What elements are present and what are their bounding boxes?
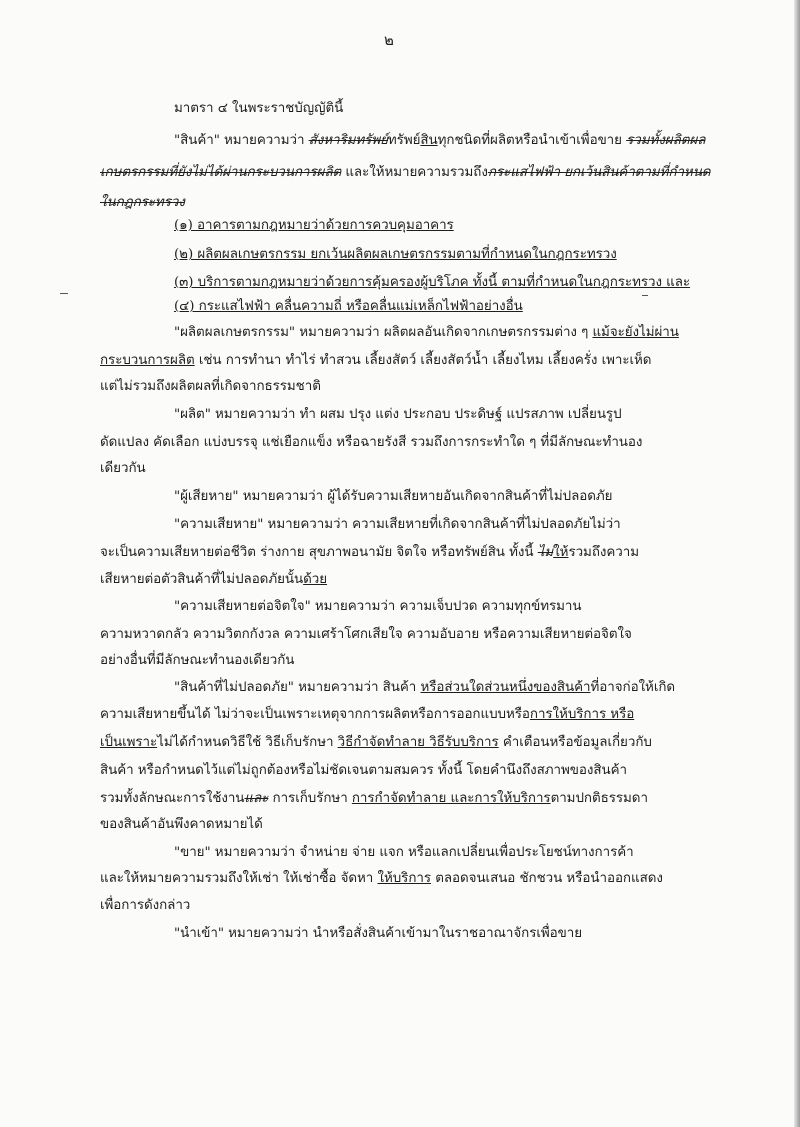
text-segment: และให้หมายความรวมถึง bbox=[341, 165, 488, 180]
text-line bbox=[100, 193, 185, 213]
text-segment: "ขาย" หมายความว่า จำหน่าย จ่าย แจก หรือแลกเปลี่ยนเพื่อประโยชน์ทางการค้า bbox=[174, 845, 634, 860]
text-line bbox=[100, 705, 634, 725]
text-segment: สินค้า หรือกำหนดไว้แต่ไม่ถูกต้องหรือไม่ชัดเจนตามสมควร ทั้งนี้ โดยคำนึงถึงสภาพของสินค้า bbox=[100, 763, 627, 778]
text-line bbox=[174, 597, 581, 617]
text-line bbox=[174, 131, 705, 151]
text-segment: ตลอดจนเสนอ ชักชวน หรือนำออกแสดง bbox=[431, 871, 663, 886]
inserted-text: (๑) อาคารตามกฎหมายว่าด้วยการควบคุมอาคาร bbox=[174, 218, 454, 233]
text-segment: เพื่อการดังกล่าว bbox=[100, 898, 191, 913]
text-line bbox=[100, 869, 663, 889]
scan-edge-shadow bbox=[794, 0, 800, 1127]
text-segment: ความเสียหายขึ้นได้ ไม่ว่าจะเป็นเพราะเหตุจากการผลิตหรือการออกแบบหรือ bbox=[100, 707, 530, 722]
inserted-text: (๔) กระแสไฟฟ้า คลื่นความถี่ หรือคลื่นแม่เหล็กไฟฟ้าอย่างอื่น bbox=[174, 299, 523, 314]
text-line bbox=[100, 543, 639, 563]
text-segment: รวมถึงความ bbox=[568, 545, 639, 560]
text-segment: แต่ไม่รวมถึงผลิตผลที่เกิดจากธรรมชาติ bbox=[100, 379, 321, 394]
text-segment: การเก็บรักษา bbox=[268, 791, 352, 806]
page-number: ๒ bbox=[384, 31, 394, 49]
text-line bbox=[174, 216, 454, 236]
text-segment: ของสินค้าอันพึงคาดหมายได้ bbox=[100, 817, 263, 832]
text-line bbox=[100, 351, 651, 371]
text-line bbox=[100, 789, 648, 809]
text-line bbox=[100, 433, 642, 453]
inserted-text: ด้วย bbox=[303, 572, 328, 587]
text-segment: เดียวกัน bbox=[100, 461, 146, 476]
scan-speck bbox=[60, 293, 68, 294]
struck-text: สังหาริมทรัพย์ bbox=[308, 133, 388, 148]
text-segment: ที่อาจก่อให้เกิด bbox=[590, 680, 676, 695]
text-segment: และให้หมายความรวมถึงให้เช่า ให้เช่าซื้อ จัดหา bbox=[100, 871, 378, 886]
text-line bbox=[174, 515, 621, 535]
text-segment: ดัดแปลง คัดเลือก แบ่งบรรจุ แช่เยือกแข็ง หรือฉายรังสี รวมถึงการกระทำใด ๆ ที่มีลักษณะทำนอง bbox=[100, 435, 643, 450]
text-line bbox=[174, 924, 582, 944]
scan-speck bbox=[642, 295, 648, 296]
text-line bbox=[174, 678, 675, 698]
text-segment: ตามปกติธรรมดา bbox=[550, 791, 648, 806]
text-line bbox=[174, 245, 617, 265]
text-line bbox=[100, 459, 146, 479]
text-segment: ความหวาดกลัว ความวิตกกังวล ความเศร้าโศกเสียใจ ความอับอาย หรือความเสียหายต่อจิตใจ bbox=[100, 627, 632, 642]
inserted-text: (๓) บริการตามกฎหมายว่าด้วยการคุ้มครองผู้บริโภค ทั้งนี้ ตามที่กำหนดในกฎกระทรวง และ bbox=[174, 275, 691, 290]
struck-text: กระแสไฟฟ้า ยกเว้นสินค้าตามที่กำหนด bbox=[487, 165, 711, 180]
text-line bbox=[174, 273, 690, 293]
text-segment: "ผู้เสียหาย" หมายความว่า ผู้ได้รับความเสียหายอันเกิดจากสินค้าที่ไม่ปลอดภัย bbox=[174, 489, 613, 504]
text-segment: "สินค้า" หมายความว่า bbox=[174, 133, 309, 148]
text-line bbox=[100, 733, 652, 753]
text-line bbox=[100, 651, 294, 671]
inserted-text: แม้จะยังไม่ผ่าน bbox=[592, 325, 679, 340]
text-segment: จะเป็นความเสียหายต่อชีวิต ร่างกาย สุขภาพอนามัย จิตใจ หรือทรัพย์สิน ทั้งนี้ bbox=[100, 545, 538, 560]
inserted-text: หรือส่วนใดส่วนหนึ่งของสินค้า bbox=[420, 680, 591, 695]
struck-text: เกษตรกรรมที่ยังไม่ได้ผ่านกระบวนการผลิต bbox=[100, 165, 342, 180]
inserted-text: การให้บริการ หรือ bbox=[529, 707, 635, 722]
text-segment: อย่างอื่นที่มีลักษณะทำนองเดียวกัน bbox=[100, 653, 295, 668]
text-line bbox=[174, 405, 622, 425]
struck-text: รวมทั้งผลิตผล bbox=[626, 133, 706, 148]
text-segment: คำเตือนหรือข้อมูลเกี่ยวกับ bbox=[498, 735, 652, 750]
text-line bbox=[174, 843, 634, 863]
text-line bbox=[100, 377, 321, 397]
text-segment: รวมทั้งลักษณะการใช้งาน bbox=[100, 791, 245, 806]
struck-text: ไม่ bbox=[537, 545, 554, 560]
text-segment: "นำเข้า" หมายความว่า นำหรือสั่งสินค้าเข้ามาในราชอาณาจักรเพื่อขาย bbox=[174, 926, 583, 941]
inserted-text: วิธีกำจัดทำลาย วิธีรับบริการ bbox=[337, 735, 499, 750]
inserted-text: สิน bbox=[420, 133, 438, 148]
inserted-text: กระบวนการผลิต bbox=[100, 353, 195, 368]
text-line bbox=[174, 487, 612, 507]
inserted-text: การกำจัดทำลาย และการให้บริการ bbox=[351, 791, 551, 806]
text-line bbox=[100, 625, 632, 645]
inserted-text: เป็นเพราะ bbox=[100, 735, 158, 750]
text-segment: ทุกชนิดที่ผลิตหรือนำเข้าเพื่อขาย bbox=[437, 133, 627, 148]
inserted-text: ให้ bbox=[553, 545, 569, 560]
text-segment: เช่น การทำนา ทำไร่ ทำสวน เลี้ยงสัตว์ เลี้ยงสัตว์น้ำ เลี้ยงไหม เลี้ยงครั่ง เพาะเห็ด bbox=[194, 353, 652, 368]
text-line bbox=[100, 163, 710, 183]
text-segment: เสียหายต่อตัวสินค้าที่ไม่ปลอดภัยนั้น bbox=[100, 572, 304, 587]
struck-text: ในกฎกระทรวง bbox=[100, 195, 185, 210]
text-segment: ทรัพย์ bbox=[387, 133, 421, 148]
text-segment: "ผลิตผลเกษตรกรรม" หมายความว่า ผลิตผลอันเกิดจากเกษตรกรรมต่าง ๆ bbox=[174, 325, 593, 340]
text-segment: ไม่ได้กำหนดวิธีใช้ วิธีเก็บรักษา bbox=[157, 735, 338, 750]
inserted-text: (๒) ผลิตผลเกษตรกรรม ยกเว้นผลิตผลเกษตรกรรมตามที่กำหนดในกฎกระทรวง bbox=[174, 247, 617, 262]
text-line bbox=[100, 815, 263, 835]
text-line bbox=[174, 323, 679, 343]
text-line bbox=[100, 570, 327, 590]
text-line bbox=[100, 761, 627, 781]
text-segment: มาตรา ๔ ในพระราชบัญญัตินี้ bbox=[174, 101, 344, 116]
inserted-text: ให้บริการ bbox=[377, 871, 431, 886]
text-line bbox=[174, 297, 523, 317]
struck-text: และ bbox=[244, 791, 269, 806]
text-segment: "ผลิต" หมายความว่า ทำ ผสม ปรุง แต่ง ประกอบ ประดิษฐ์ แปรสภาพ เปลี่ยนรูป bbox=[174, 407, 622, 422]
text-line bbox=[100, 896, 190, 916]
text-line bbox=[174, 99, 343, 119]
text-segment: "สินค้าที่ไม่ปลอดภัย" หมายความว่า สินค้า bbox=[174, 680, 421, 695]
text-segment: "ความเสียหายต่อจิตใจ" หมายความว่า ความเจ็บปวด ความทุกข์ทรมาน bbox=[174, 599, 582, 614]
text-segment: "ความเสียหาย" หมายความว่า ความเสียหายที่เกิดจากสินค้าที่ไม่ปลอดภัยไม่ว่า bbox=[174, 517, 621, 532]
